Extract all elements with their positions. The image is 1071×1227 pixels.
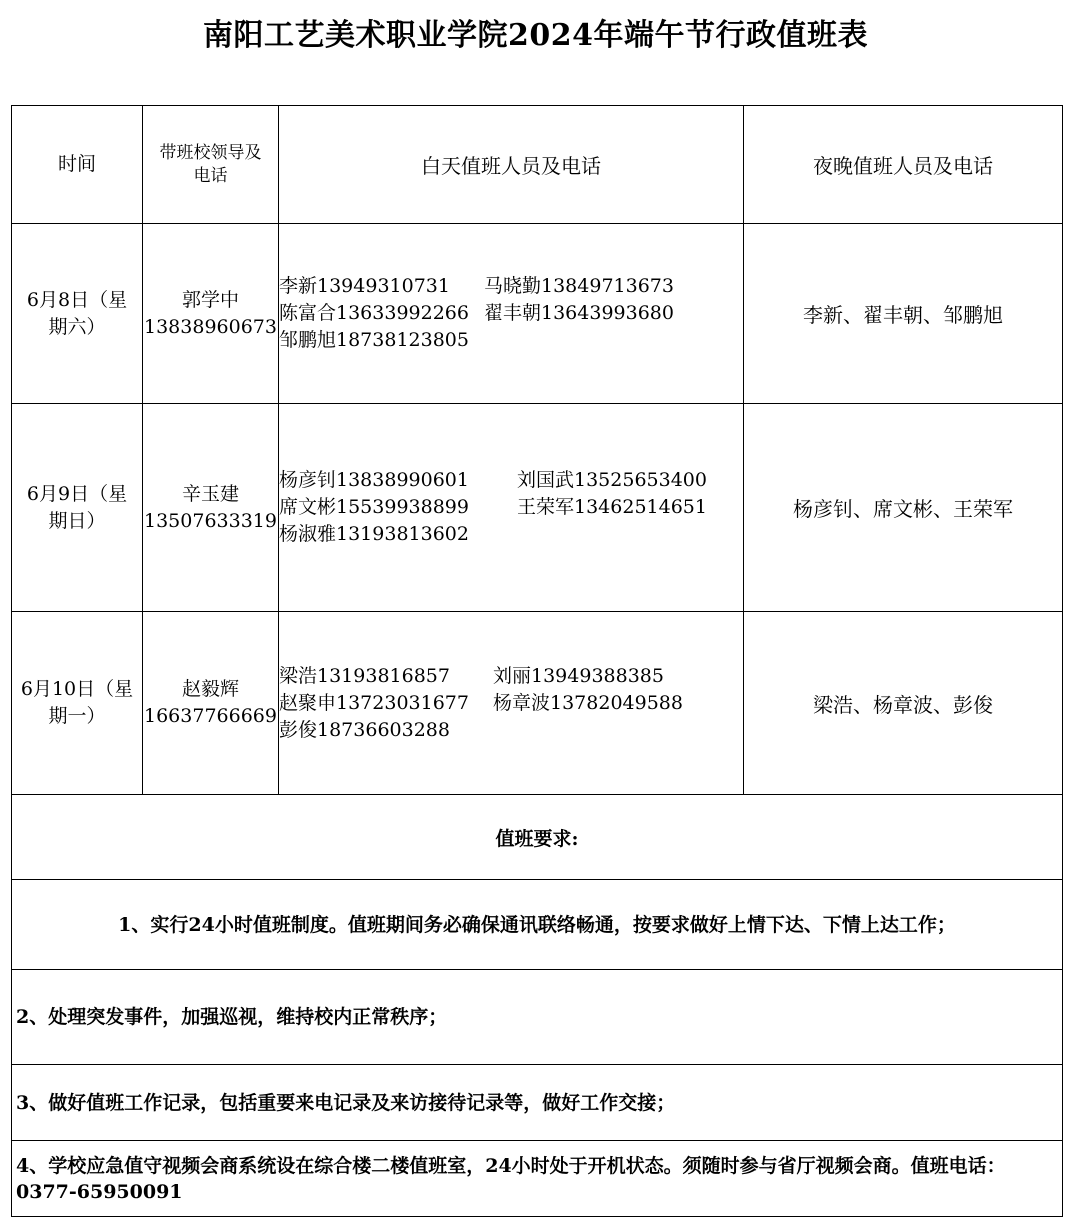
requirement-item: 4、学校应急值守视频会商系统设在综合楼二楼值班室，24小时处于开机状态。须随时参与省厅视频会商。值班电话：0377-65950091: [12, 1141, 1063, 1217]
row-date-text: 6月10日（星期一）: [20, 678, 134, 727]
header-leader: [143, 106, 279, 224]
row-day-staff: [279, 224, 744, 404]
day-staff-col1: [279, 273, 484, 354]
requirement-row: [12, 1065, 1063, 1141]
row-date: [12, 224, 143, 404]
day-staff-grid: [279, 467, 743, 548]
table-row: [12, 404, 1063, 612]
row-date-text: 6月8日（星期六）: [26, 288, 128, 338]
row-date: [12, 612, 143, 795]
header-leader-text: 带班校领导及电话: [159, 142, 262, 186]
staff-entry: 王荣军13462514651: [517, 496, 707, 518]
staff-entry: 马晓勤13849713673: [484, 275, 674, 297]
staff-entry: 赵聚申13723031677: [279, 691, 469, 714]
duty-table: [11, 105, 1063, 1217]
row-night-staff: 李新、翟丰朝、邹鹏旭: [744, 224, 1063, 404]
requirement-item: 2、处理突发事件，加强巡视，维持校内正常秩序；: [12, 970, 1063, 1065]
requirement-row: [12, 880, 1063, 970]
staff-entry: 梁浩13193816857: [279, 664, 450, 687]
staff-entry: 陈富合13633992266: [279, 302, 469, 324]
staff-entry: 彭俊18736603288: [279, 718, 450, 741]
row-leader: [143, 404, 279, 612]
staff-entry: 杨彦钊13838990601: [279, 469, 469, 491]
leader-phone: 13507633319: [144, 509, 277, 532]
row-day-staff: [279, 404, 744, 612]
staff-entry: 杨淑雅13193813602: [279, 523, 469, 545]
staff-entry: 刘丽13949388385: [493, 664, 664, 687]
leader-phone: 16637766669: [144, 705, 277, 727]
requirement-row: [12, 1141, 1063, 1217]
staff-entry: 翟丰朝13643993680: [484, 302, 674, 324]
day-staff-grid: [279, 273, 743, 354]
row-leader: [143, 224, 279, 404]
header-time: 时间: [12, 106, 143, 224]
requirements-title-row: [12, 795, 1063, 880]
table-row: [12, 224, 1063, 404]
leader-name: 赵毅辉: [181, 678, 239, 700]
requirements-title: 值班要求:: [12, 795, 1063, 880]
staff-entry: 刘国武13525653400: [517, 469, 707, 491]
header-row: [12, 106, 1063, 224]
staff-entry: 席文彬15539938899: [279, 496, 469, 518]
day-staff-col1: [279, 663, 493, 744]
requirement-item: 1、实行24小时值班制度。值班期间务必确保通讯联络畅通，按要求做好上情下达、下情上达工作；: [12, 880, 1063, 970]
leader-phone: 13838960673: [144, 315, 277, 338]
leader-name: 郭学中: [181, 288, 239, 311]
day-staff-col2: [517, 467, 707, 548]
row-day-staff: [279, 612, 744, 795]
page-title: 南阳工艺美术职业学院2024年端午节行政值班表: [203, 18, 868, 53]
row-date: [12, 404, 143, 612]
requirement-item: 3、做好值班工作记录，包括重要来电记录及来访接待记录等，做好工作交接；: [12, 1065, 1063, 1141]
header-night: 夜晚值班人员及电话: [744, 106, 1063, 224]
day-staff-grid: [279, 663, 743, 744]
day-staff-col2: [493, 663, 683, 744]
table-row: [12, 612, 1063, 795]
header-day: 白天值班人员及电话: [279, 106, 744, 224]
row-date-text: 6月9日（星期日）: [26, 482, 128, 532]
row-leader: [143, 612, 279, 795]
row-night-staff: 梁浩、杨章波、彭俊: [744, 612, 1063, 795]
staff-entry: 李新13949310731: [279, 275, 450, 297]
staff-entry: 杨章波13782049588: [493, 691, 683, 714]
day-staff-col2: [484, 273, 674, 354]
staff-entry: 邹鹏旭18738123805: [279, 329, 469, 351]
leader-name: 辛玉建: [181, 482, 239, 505]
row-night-staff: 杨彦钊、席文彬、王荣军: [744, 404, 1063, 612]
day-staff-col1: [279, 467, 517, 548]
requirement-row: [12, 970, 1063, 1065]
